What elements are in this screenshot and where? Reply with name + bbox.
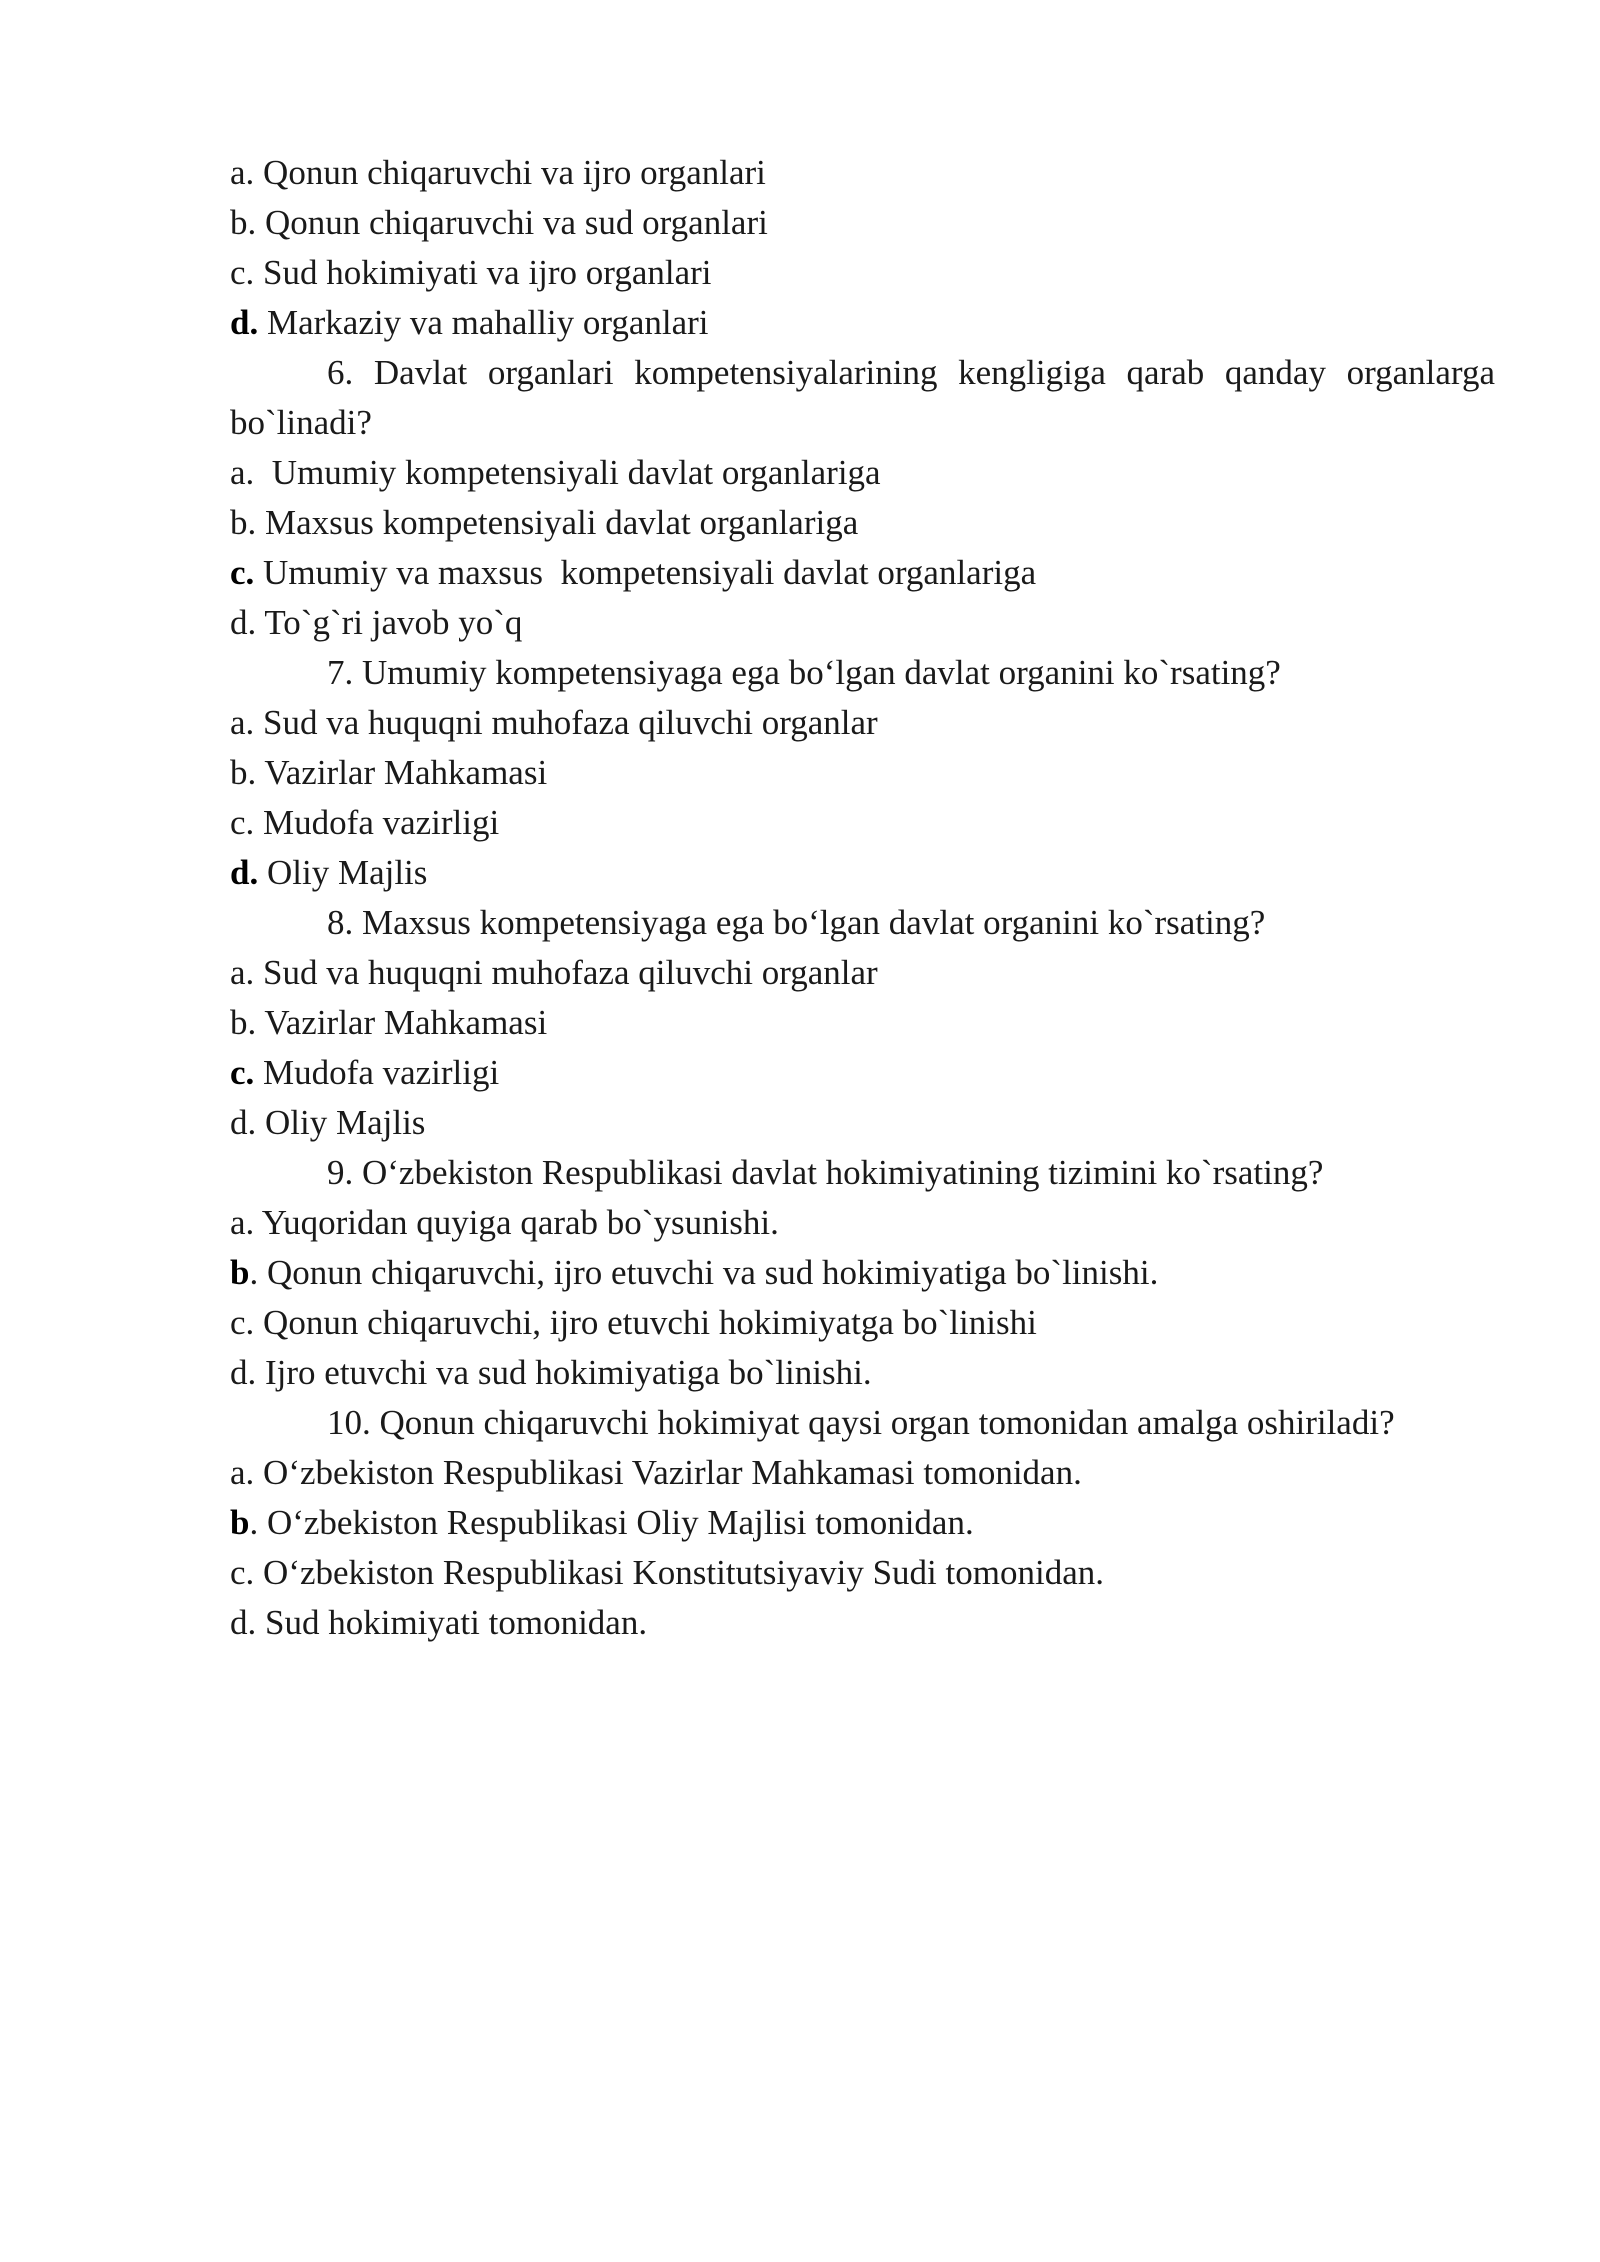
document-page <box>230 148 1495 1648</box>
option-letter: b. <box>230 503 257 542</box>
option-letter: d. <box>230 1353 257 1392</box>
option-letter: a. <box>230 953 255 992</box>
q6-option-c <box>230 548 1495 598</box>
option-letter-correct: b <box>230 1503 250 1542</box>
q5-option-d <box>230 298 1495 348</box>
option-letter-correct: b <box>230 1253 250 1292</box>
option-text: Ijro etuvchi va sud hokimiyatiga bo`linishi. <box>256 1353 872 1392</box>
option-text: Umumiy va maxsus kompetensiyali davlat organlariga <box>254 553 1037 592</box>
q7-option-d <box>230 848 1495 898</box>
option-text: Mudofa vazirligi <box>254 1053 500 1092</box>
q9-option-a <box>230 1198 1495 1248</box>
q10-option-a <box>230 1448 1495 1498</box>
option-text: Umumiy kompetensiyali davlat organlariga <box>254 453 881 492</box>
option-text: Sud va huquqni muhofaza qiluvchi organlar <box>254 703 878 742</box>
question-9: 9. O‘zbekiston Respublikasi davlat hokimiyatining tizimini ko`rsating? <box>327 1153 1324 1192</box>
q6-option-b <box>230 498 1495 548</box>
option-text: Sud hokimiyati va ijro organlari <box>254 253 712 292</box>
option-letter-correct: d. <box>230 303 259 342</box>
option-letter: b. <box>230 1003 257 1042</box>
q10-option-c <box>230 1548 1495 1598</box>
question-7: 7. Umumiy kompetensiyaga ega bo‘lgan davlat organini ko`rsating? <box>327 653 1281 692</box>
option-letter: d. <box>230 603 257 642</box>
option-letter-correct: d. <box>230 853 259 892</box>
option-letter-correct: c. <box>230 1053 255 1092</box>
option-text: Vazirlar Mahkamasi <box>256 1003 548 1042</box>
q8-option-b <box>230 998 1495 1048</box>
q6-option-a <box>230 448 1495 498</box>
option-text: Mudofa vazirligi <box>254 803 500 842</box>
option-letter-correct: c. <box>230 553 255 592</box>
option-text: O‘zbekiston Respublikasi Konstitutsiyaviy Sudi tomonidan. <box>254 1553 1104 1592</box>
option-text: Maxsus kompetensiyali davlat organlariga <box>256 503 859 542</box>
option-text: Yuqoridan quyiga qarab bo`ysunishi. <box>254 1203 779 1242</box>
q10-option-d <box>230 1598 1495 1648</box>
option-text: . O‘zbekiston Respublikasi Oliy Majlisi tomonidan. <box>249 1503 974 1542</box>
option-letter: b. <box>230 753 257 792</box>
q6-option-d <box>230 598 1495 648</box>
option-letter: c. <box>230 1553 255 1592</box>
option-text: Sud hokimiyati tomonidan. <box>256 1603 648 1642</box>
option-letter: c. <box>230 1303 255 1342</box>
question-10: 10. Qonun chiqaruvchi hokimiyat qaysi organ tomonidan amalga oshiriladi? <box>327 1403 1395 1442</box>
q9-option-d <box>230 1348 1495 1398</box>
option-text: Oliy Majlis <box>258 853 428 892</box>
option-letter: d. <box>230 1603 257 1642</box>
q8-option-a <box>230 948 1495 998</box>
option-letter: b. <box>230 203 257 242</box>
q5-option-c <box>230 248 1495 298</box>
q5-option-a <box>230 148 1495 198</box>
question-8: 8. Maxsus kompetensiyaga ega bo‘lgan davlat organini ko`rsating? <box>327 903 1266 942</box>
question-6: 6. Davlat organlari kompetensiyalarining kengligiga qarab qanday organlarga bo`linadi? <box>230 353 1495 442</box>
q10-option-b <box>230 1498 1495 1548</box>
option-text: To`g`ri javob yo`q <box>256 603 523 642</box>
q5-option-b <box>230 198 1495 248</box>
option-letter: a. <box>230 1453 255 1492</box>
q7-option-a <box>230 698 1495 748</box>
option-text: Sud va huquqni muhofaza qiluvchi organlar <box>254 953 878 992</box>
q9-option-c <box>230 1298 1495 1348</box>
q8-option-c <box>230 1048 1495 1098</box>
option-letter: d. <box>230 1103 257 1142</box>
option-text: Oliy Majlis <box>256 1103 426 1142</box>
option-letter: a. <box>230 453 255 492</box>
option-text: Qonun chiqaruvchi va sud organlari <box>256 203 768 242</box>
option-text: O‘zbekiston Respublikasi Vazirlar Mahkamasi tomonidan. <box>254 1453 1082 1492</box>
q9-option-b <box>230 1248 1495 1298</box>
option-text: Qonun chiqaruvchi va ijro organlari <box>254 153 766 192</box>
option-text: Markaziy va mahalliy organlari <box>258 303 709 342</box>
q7-option-c <box>230 798 1495 848</box>
option-letter: a. <box>230 703 255 742</box>
option-letter: c. <box>230 253 255 292</box>
option-letter: a. <box>230 1203 255 1242</box>
option-text: Vazirlar Mahkamasi <box>256 753 548 792</box>
option-letter: a. <box>230 153 255 192</box>
option-text: . Qonun chiqaruvchi, ijro etuvchi va sud hokimiyatiga bo`linishi. <box>249 1253 1159 1292</box>
q7-option-b <box>230 748 1495 798</box>
option-letter: c. <box>230 803 255 842</box>
option-text: Qonun chiqaruvchi, ijro etuvchi hokimiyatga bo`linishi <box>254 1303 1037 1342</box>
q8-option-d <box>230 1098 1495 1148</box>
